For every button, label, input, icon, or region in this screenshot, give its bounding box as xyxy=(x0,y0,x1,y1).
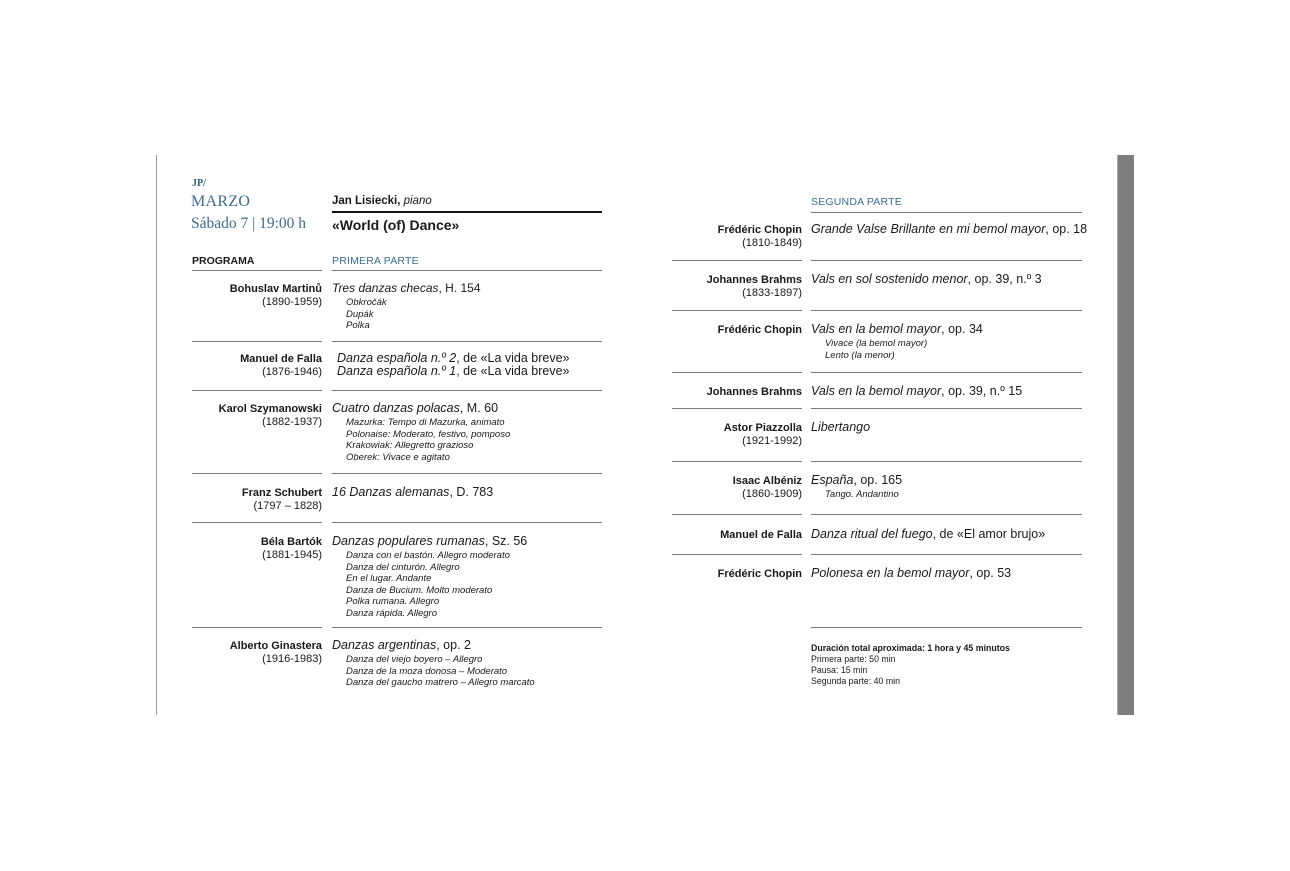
work-title: Grande Valse Brillante en mi bemol mayor xyxy=(811,222,1046,236)
movement: Danza de la moza donosa – Moderato xyxy=(346,665,508,677)
concert-title: «World (of) Dance» xyxy=(332,217,460,233)
work-title: España xyxy=(811,473,854,487)
composer-name: Isaac Albéniz xyxy=(732,475,802,487)
work-catalog: , D. 783 xyxy=(449,485,494,499)
movement: Danza del gaucho matrero – Allegro marcato xyxy=(346,677,535,688)
composer-divider xyxy=(672,408,802,409)
composer-name: Frédéric Chopin xyxy=(717,568,802,580)
movement: En el lugar. Andante xyxy=(346,573,432,584)
composer-divider xyxy=(672,260,802,261)
primera-parte-label: PRIMERA PARTE xyxy=(332,255,419,267)
movement-list xyxy=(332,654,535,689)
work-title: Vals en la bemol mayor xyxy=(811,384,942,398)
work-title: Danzas populares rumanas xyxy=(332,534,485,548)
work-catalog: , de «El amor brujo» xyxy=(932,527,1046,541)
work xyxy=(811,474,902,501)
work-divider xyxy=(811,514,1082,515)
work-title: Vals en sol sostenido menor xyxy=(811,272,968,286)
duration-total: Duración total aproximada: 1 hora y 45 minutos xyxy=(811,643,1010,653)
composer-divider xyxy=(192,390,322,391)
concert-month: MARZO xyxy=(191,193,251,210)
composer-name: Johannes Brahms xyxy=(706,274,802,286)
work-catalog: , op. 18 xyxy=(1045,222,1088,236)
work xyxy=(332,639,535,689)
work-divider xyxy=(332,627,602,628)
composer-divider xyxy=(672,461,802,462)
movement: Obkročák xyxy=(346,297,387,308)
movement-list xyxy=(811,489,902,501)
work xyxy=(811,421,870,434)
composer-name: Bohuslav Martinů xyxy=(229,283,322,295)
composer-divider xyxy=(192,627,322,628)
movement: Danza del viejo boyero – Allegro xyxy=(346,654,483,665)
work-line xyxy=(811,223,1087,236)
composer-name: Johannes Brahms xyxy=(706,386,802,398)
work-title: Polonesa en la bemol mayor xyxy=(811,566,970,580)
work xyxy=(811,567,1011,580)
composer-years: (1810-1849) xyxy=(742,237,802,249)
movement-list xyxy=(811,338,983,361)
work-title: Tres danzas checas xyxy=(332,281,439,295)
work-divider xyxy=(811,408,1082,409)
composer-years: (1860-1909) xyxy=(742,488,802,500)
movement: Oberek: Vivace e agitato xyxy=(346,451,450,463)
movement: Krakowiak: Allegretto grazioso xyxy=(346,440,474,451)
work-catalog: , H. 154 xyxy=(438,281,481,295)
composer-name: Frédéric Chopin xyxy=(717,224,802,236)
work-divider xyxy=(332,522,602,523)
composer-years: (1921-1992) xyxy=(742,435,802,447)
work-line xyxy=(332,639,535,652)
duration-rule xyxy=(811,627,1082,628)
work-line xyxy=(332,402,510,415)
primera-parte-rule xyxy=(332,270,602,271)
movement-list xyxy=(332,550,527,619)
movement: Lento (la menor) xyxy=(825,349,895,361)
composer xyxy=(192,283,322,309)
work-title: Cuatro danzas polacas xyxy=(332,401,460,415)
work-line xyxy=(332,486,493,499)
composer-years: (1890-1959) xyxy=(262,296,322,308)
movement: Dupák xyxy=(346,308,374,320)
composer-divider xyxy=(672,554,802,555)
movement: Danza del cinturón. Allegro xyxy=(346,561,460,573)
movement: Mazurka: Tempo di Mazurka, animato xyxy=(346,417,505,428)
composer-years: (1797 – 1828) xyxy=(253,500,322,512)
work-line xyxy=(332,282,481,295)
work-line xyxy=(337,365,570,378)
movement: Vivace (la bemol mayor) xyxy=(825,338,928,349)
work-title: Danza española n.º 1 xyxy=(337,364,457,378)
work-title: Libertango xyxy=(811,420,871,434)
composer-years: (1833-1897) xyxy=(742,287,802,299)
movement: Polka xyxy=(346,320,370,331)
work xyxy=(811,223,1087,236)
work xyxy=(332,282,481,332)
movement: Polka rumana. Allegro xyxy=(346,596,440,607)
work-line xyxy=(811,528,1045,541)
composer xyxy=(672,422,802,448)
work-divider xyxy=(332,473,602,474)
work-catalog: , op. 53 xyxy=(969,566,1012,580)
composer xyxy=(192,353,322,379)
composer-divider xyxy=(672,514,802,515)
work xyxy=(811,273,1042,286)
movement: Danza de Bucium. Molto moderato xyxy=(346,584,493,596)
composer-divider xyxy=(192,473,322,474)
work-catalog: , op. 34 xyxy=(941,322,983,336)
work-divider xyxy=(811,372,1082,373)
composer xyxy=(672,475,802,501)
programa-rule xyxy=(192,270,322,271)
duration-first-part: Primera parte: 50 min xyxy=(811,654,896,664)
movement: Danza con el bastón. Allegro moderato xyxy=(346,550,510,561)
performer xyxy=(332,195,432,207)
duration-info xyxy=(811,643,1010,687)
segunda-parte-label: SEGUNDA PARTE xyxy=(811,196,902,208)
work xyxy=(332,535,527,619)
performer-name: Jan Lisiecki, xyxy=(332,195,401,207)
work-divider xyxy=(811,310,1082,311)
programa-label: PROGRAMA xyxy=(192,255,255,267)
work xyxy=(332,486,493,499)
work-divider xyxy=(811,461,1082,462)
work xyxy=(337,352,570,378)
work-line xyxy=(811,323,983,336)
work-title: Danza española n.º 2 xyxy=(337,351,457,365)
duration-second-part: Segunda parte: 40 min xyxy=(811,676,901,686)
work xyxy=(811,323,983,361)
movement-list xyxy=(332,297,481,332)
composer xyxy=(192,536,322,562)
work-line xyxy=(811,474,902,487)
movement-list xyxy=(332,417,510,463)
movement: Danza rápida. Allegro xyxy=(346,607,438,619)
work-title: Vals en la bemol mayor xyxy=(811,322,942,336)
work-divider xyxy=(811,554,1082,555)
work xyxy=(811,385,1022,398)
composer-divider xyxy=(192,522,322,523)
work xyxy=(811,528,1045,541)
work-title: 16 Danzas alemanas xyxy=(332,485,450,499)
work-catalog: , op. 39, n.º 15 xyxy=(941,384,1023,398)
scrollbar[interactable] xyxy=(1117,155,1134,715)
work-line xyxy=(811,567,1011,580)
work-divider xyxy=(332,390,602,391)
work-catalog: , op. 2 xyxy=(436,638,471,652)
work-catalog: , M. 60 xyxy=(459,401,499,415)
work-catalog: , op. 39, n.º 3 xyxy=(967,272,1042,286)
work-catalog: , de «La vida breve» xyxy=(456,351,570,365)
composer-name: Karol Szymanowski xyxy=(218,403,322,415)
composer-divider xyxy=(672,372,802,373)
header-divider xyxy=(332,211,602,213)
composer-name: Alberto Ginastera xyxy=(229,640,322,652)
work-line xyxy=(332,535,527,548)
composer-years: (1916-1983) xyxy=(262,653,322,665)
composer-name: Manuel de Falla xyxy=(720,529,802,541)
segunda-parte-rule xyxy=(811,212,1082,213)
composer-name: Manuel de Falla xyxy=(240,353,322,365)
work-line xyxy=(811,421,870,434)
work xyxy=(332,402,510,463)
composer xyxy=(672,324,802,337)
composer-name: Astor Piazzolla xyxy=(723,422,802,434)
composer xyxy=(672,274,802,300)
composer-name: Franz Schubert xyxy=(241,487,322,499)
composer xyxy=(672,568,802,581)
work-catalog: , Sz. 56 xyxy=(484,534,528,548)
movement: Polonaise: Moderato, festivo, pomposo xyxy=(346,428,511,440)
page-left-edge-rule xyxy=(156,155,157,715)
brand-logo: JP/ xyxy=(192,178,206,189)
composer-name: Frédéric Chopin xyxy=(717,324,802,336)
performer-instrument: piano xyxy=(403,195,432,207)
movement: Tango. Andantino xyxy=(825,489,899,500)
composer-name: Béla Bartók xyxy=(260,536,322,548)
concert-datetime: Sábado 7 | 19:00 h xyxy=(191,215,307,232)
work-catalog: , op. 165 xyxy=(853,473,903,487)
composer xyxy=(192,403,322,429)
composer xyxy=(192,640,322,666)
composer xyxy=(672,529,802,542)
duration-pause: Pausa: 15 min xyxy=(811,665,868,675)
composer-years: (1881-1945) xyxy=(262,549,322,561)
composer xyxy=(192,487,322,513)
work-divider xyxy=(332,341,602,342)
composer xyxy=(672,386,802,399)
composer-years: (1882-1937) xyxy=(262,416,322,428)
composer xyxy=(672,224,802,250)
composer-divider xyxy=(192,341,322,342)
work-line xyxy=(811,273,1042,286)
work-divider xyxy=(811,260,1082,261)
composer-years: (1876-1946) xyxy=(262,366,322,378)
work-title: Danzas argentinas xyxy=(332,638,437,652)
composer-divider xyxy=(672,310,802,311)
work-line xyxy=(811,385,1022,398)
work-catalog: , de «La vida breve» xyxy=(456,364,570,378)
work-title: Danza ritual del fuego xyxy=(811,527,933,541)
